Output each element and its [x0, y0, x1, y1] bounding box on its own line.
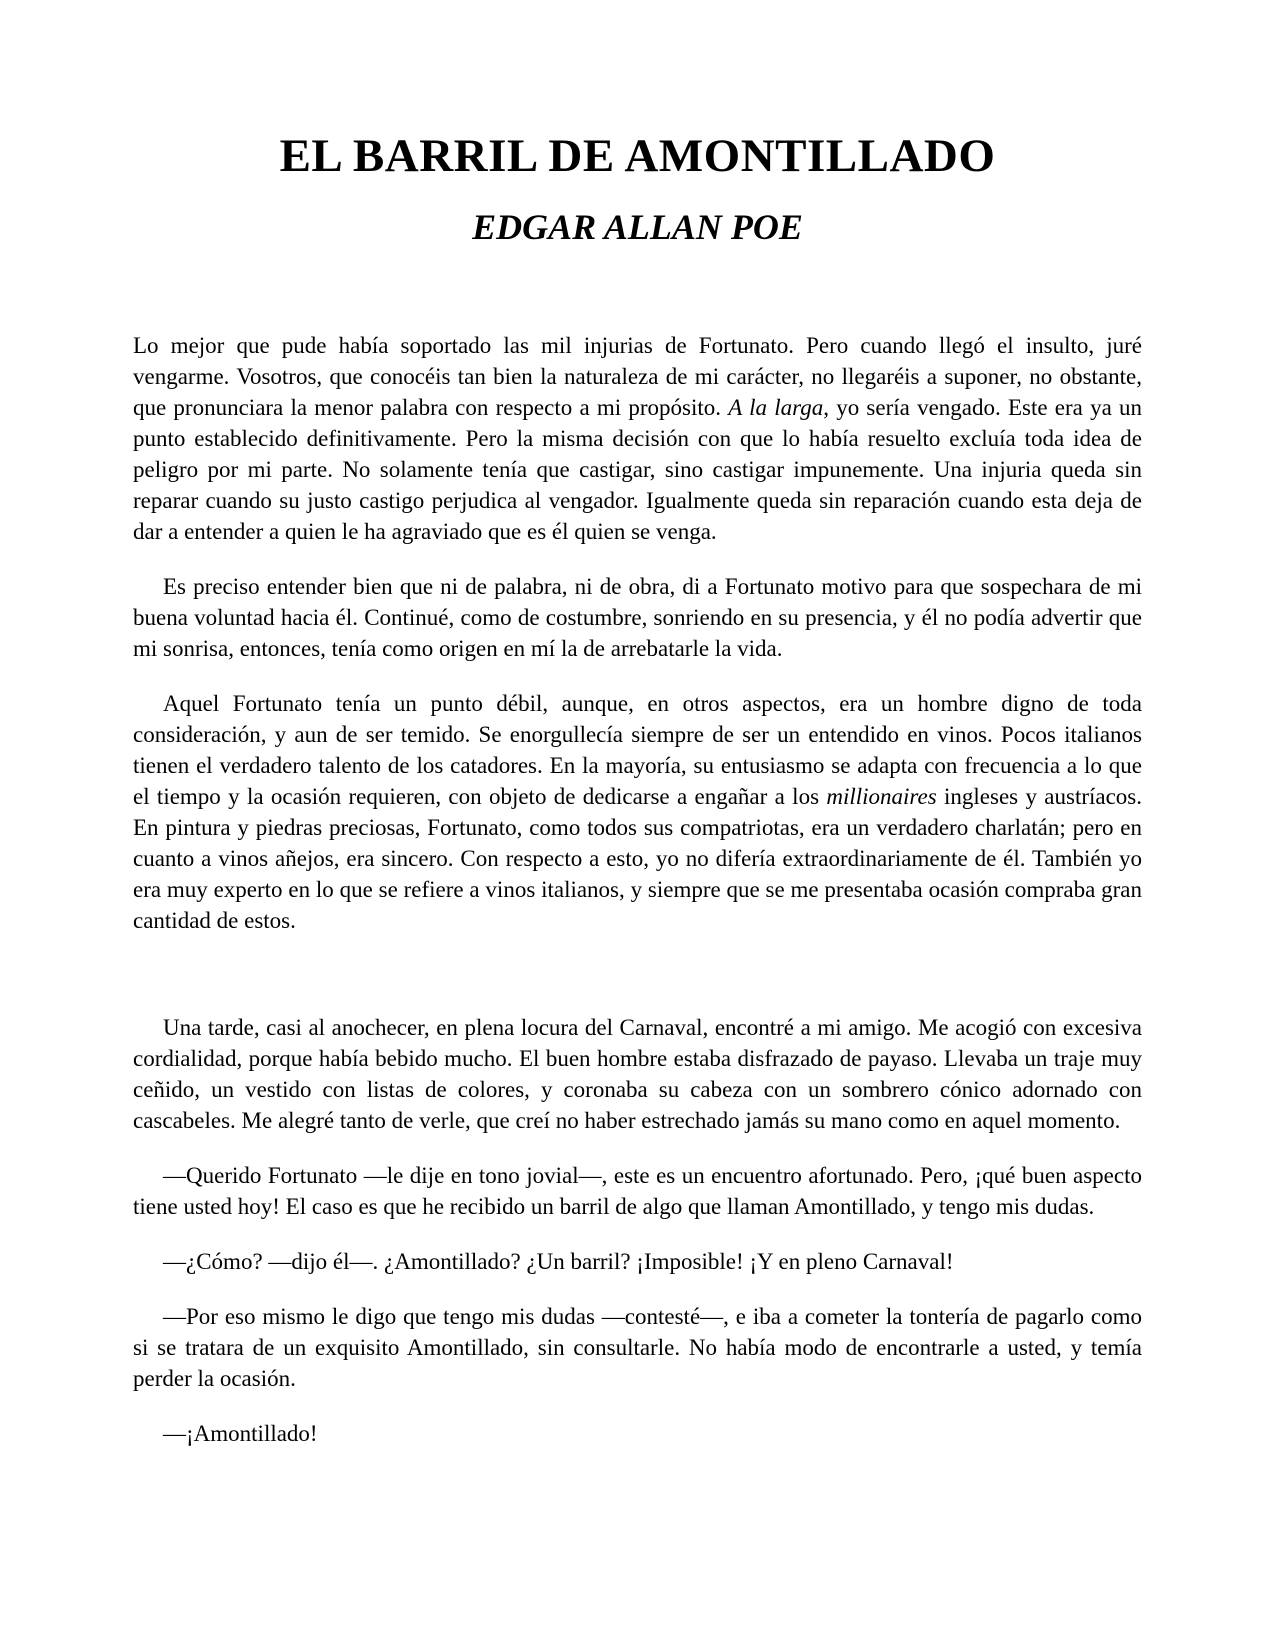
document-author: EDGAR ALLAN POE [472, 207, 803, 247]
paragraph [133, 688, 1142, 936]
paragraph [133, 571, 1142, 664]
paragraph [133, 1418, 1142, 1449]
text-run: , yo sería vengado. Este era ya un punto establecido definitivamente. Pero la misma decisión con que lo había resuelto excluía toda idea de peligro por mi parte. No solamente tenía que castigar, sino castigar impunemente. Una injuria queda sin reparar cuando su justo castigo perjudica al vengador. Igualmente queda sin reparación cuando esta deja de dar a entender a quien le ha agraviado que es él quien se venga. [133, 395, 1143, 544]
document-title: EL BARRIL DE AMONTILLADO [279, 130, 996, 182]
text-run: —¿Cómo? —dijo él—. ¿Amontillado? ¿Un barril? ¡Imposible! ¡Y en pleno Carnaval! [163, 1249, 954, 1274]
italic-text-run: A la larga [728, 395, 824, 420]
paragraph [133, 1012, 1142, 1136]
text-run: —¡Amontillado! [163, 1421, 318, 1446]
text-run: ingleses y austríacos. En pintura y piedras preciosas, Fortunato, como todos sus compatriotas, era un verdadero charlatán; pero en cuanto a vinos añejos, era sincero. Con respecto a esto, yo no difería extraordinariamente de él. También yo era muy experto en lo que se refiere a vinos italianos, y siempre que se me presentaba ocasión compraba gran cantidad de estos. [133, 784, 1142, 933]
paragraph [133, 1246, 1142, 1277]
paragraph [133, 330, 1142, 547]
text-run: Es preciso entender bien que ni de palabra, ni de obra, di a Fortunato motivo para que sospechara de mi buena voluntad hacia él. Continué, como de costumbre, sonriendo en su presencia, y él no podía advertir que mi sonrisa, entonces, tenía como origen en mí la de arrebatarle la vida. [133, 574, 1142, 661]
italic-text-run: millionaires [826, 784, 937, 809]
document-body [133, 330, 1142, 1449]
paragraph [133, 1301, 1142, 1394]
text-run: Una tarde, casi al anochecer, en plena locura del Carnaval, encontré a mi amigo. Me acogió con excesiva cordialidad, porque había bebido mucho. El buen hombre estaba disfrazado de payaso. Llevaba un traje muy ceñido, un vestido con listas de colores, y coronaba su cabeza con un sombrero cónico adornado con cascabeles. Me alegré tanto de verle, que creí no haber estrechado jamás su mano como en aquel momento. [133, 1015, 1142, 1133]
text-run: —Por eso mismo le digo que tengo mis dudas —contesté—, e iba a cometer la tontería de pagarlo como si se tratara de un exquisito Amontillado, sin consultarle. No había modo de encontrarle a usted, y temía perder la ocasión. [133, 1304, 1142, 1391]
text-run: —Querido Fortunato —le dije en tono jovial—, este es un encuentro afortunado. Pero, ¡qué buen aspecto tiene usted hoy! El caso es que he recibido un barril de algo que llaman Amontillado, y tengo mis dudas. [133, 1163, 1142, 1219]
paragraph [133, 1160, 1142, 1222]
text-run: Lo mejor que pude había soportado las mil injurias de Fortunato. Pero cuando llegó el insulto, juré vengarme. Vosotros, que conocéis tan bien la naturaleza de mi carácter, no llegaréis a suponer, no obstante, que pronunciara la menor palabra con respecto a mi propósito. [133, 333, 1142, 420]
text-run: Aquel Fortunato tenía un punto débil, aunque, en otros aspectos, era un hombre digno de toda consideración, y aun de ser temido. Se enorgullecía siempre de ser un entendido en vinos. Pocos italianos tienen el verdadero talento de los catadores. En la mayoría, su entusiasmo se adapta con frecuencia a lo que el tiempo y la ocasión requieren, con objeto de dedicarse a engañar a los [133, 691, 1142, 809]
